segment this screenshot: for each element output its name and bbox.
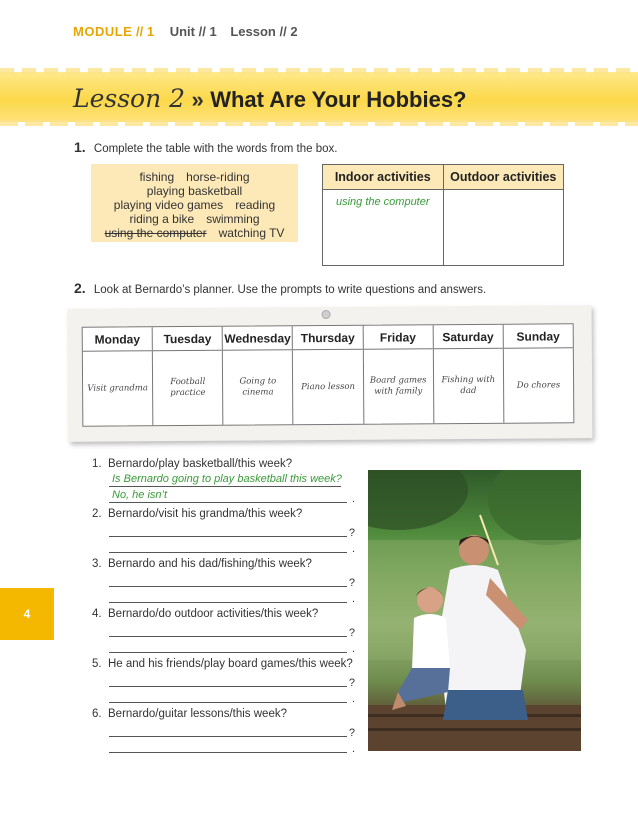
planner-column bbox=[83, 327, 153, 425]
question-mark: ? bbox=[348, 627, 355, 639]
task-2-text: Look at Bernardo’s planner. Use the prompts to write questions and answers. bbox=[93, 284, 487, 296]
planner-day: Saturday bbox=[433, 325, 502, 349]
question-text: Bernardo/play basketball/this week? bbox=[108, 458, 293, 470]
planner-activity: Football practice bbox=[170, 376, 206, 399]
photo-illustration bbox=[368, 470, 581, 751]
question-text: Bernardo/do outdoor activities/this week? bbox=[108, 608, 319, 620]
planner-day: Sunday bbox=[504, 324, 573, 348]
indoor-header: Indoor activities bbox=[334, 170, 431, 184]
outdoor-cell[interactable] bbox=[443, 190, 564, 265]
planner-activity: Board games with family bbox=[369, 375, 427, 397]
father-son-fishing-photo bbox=[368, 470, 581, 751]
planner-activity: Piano lesson bbox=[301, 381, 356, 392]
word-box-item-struck: using the computer bbox=[104, 226, 207, 240]
word-box-item: fishing bbox=[139, 170, 175, 184]
task-1-number: 1. bbox=[74, 139, 86, 155]
question-prompt bbox=[92, 508, 357, 520]
planner-day: Monday bbox=[83, 327, 152, 351]
answer-line-question[interactable] bbox=[109, 722, 355, 739]
answer-text: Is Bernardo going to play basketball this week? bbox=[112, 473, 342, 485]
planner-activity: Do chores bbox=[516, 379, 561, 391]
period-mark: . bbox=[351, 493, 355, 505]
outdoor-header: Outdoor activities bbox=[443, 165, 564, 189]
planner-column bbox=[292, 326, 363, 424]
lesson-number: 2 bbox=[290, 24, 298, 39]
answer-line-question[interactable] bbox=[109, 572, 355, 589]
word-box-line bbox=[91, 198, 298, 212]
word-box-line bbox=[91, 226, 298, 240]
task-2-number: 2. bbox=[74, 280, 86, 296]
question-mark: ? bbox=[348, 727, 355, 739]
question-mark: ? bbox=[348, 577, 355, 589]
answer-line-answer[interactable] bbox=[109, 538, 355, 555]
period-mark: . bbox=[351, 593, 355, 605]
question-text: Bernardo/visit his grandma/this week? bbox=[108, 508, 303, 520]
answer-line-question[interactable] bbox=[109, 672, 355, 689]
task-2-instruction bbox=[74, 280, 486, 296]
activities-table-header bbox=[323, 165, 563, 190]
pin-icon bbox=[322, 310, 331, 319]
planner-table bbox=[82, 323, 575, 426]
question-number: 2. bbox=[92, 508, 102, 520]
answer-line-answer[interactable] bbox=[109, 588, 355, 605]
answer-line-answer[interactable] bbox=[109, 638, 355, 655]
answer-line-question[interactable] bbox=[109, 472, 341, 487]
word-box bbox=[91, 164, 298, 242]
planner-column bbox=[503, 324, 574, 422]
question-number: 6. bbox=[92, 708, 102, 720]
period-mark: . bbox=[351, 643, 355, 655]
unit-number: 1 bbox=[209, 24, 217, 39]
question-prompt bbox=[92, 608, 357, 620]
answer-line-question[interactable] bbox=[109, 522, 355, 539]
page-number-tab: 4 bbox=[0, 588, 54, 640]
module-number: 1 bbox=[146, 24, 155, 39]
word-box-line bbox=[91, 212, 298, 226]
planner-activity: Fishing with dad bbox=[441, 374, 496, 397]
question-mark: ? bbox=[348, 677, 355, 689]
question-text: Bernardo/guitar lessons/this week? bbox=[108, 708, 287, 720]
title-raquo: » bbox=[191, 87, 204, 112]
module-header bbox=[73, 24, 298, 39]
word-box-item: playing basketball bbox=[146, 184, 243, 198]
page-title bbox=[73, 84, 467, 113]
planner-column bbox=[362, 325, 433, 423]
planner-column bbox=[222, 326, 293, 424]
question-prompt bbox=[92, 708, 357, 720]
word-box-item: horse-riding bbox=[186, 170, 250, 184]
question-text: He and his friends/play board games/this week? bbox=[108, 658, 353, 670]
word-box-item: swimming bbox=[206, 212, 260, 226]
question-number: 3. bbox=[92, 558, 102, 570]
word-box-item: watching TV bbox=[218, 226, 285, 240]
word-box-line bbox=[91, 170, 298, 184]
word-box-item: playing video games bbox=[113, 198, 224, 212]
lesson-label: Lesson bbox=[230, 24, 276, 39]
question-prompt bbox=[92, 458, 357, 470]
question-prompt bbox=[92, 658, 357, 670]
period-mark: . bbox=[351, 743, 355, 755]
word-box-item: riding a bike bbox=[129, 212, 195, 226]
lesson-separator: // bbox=[279, 24, 287, 39]
activities-table-body bbox=[323, 190, 563, 265]
period-mark: . bbox=[351, 543, 355, 555]
unit-separator: // bbox=[198, 24, 206, 39]
question-prompt bbox=[92, 558, 357, 570]
answer-line-answer[interactable] bbox=[109, 688, 355, 705]
lesson-main-title: What Are Your Hobbies? bbox=[210, 87, 467, 112]
word-box-item: reading bbox=[235, 198, 276, 212]
answer-line-answer[interactable] bbox=[109, 738, 355, 755]
question-text: Bernardo and his dad/fishing/this week? bbox=[108, 558, 312, 570]
question-number: 4. bbox=[92, 608, 102, 620]
planner-day: Tuesday bbox=[153, 327, 222, 351]
planner-column bbox=[432, 325, 503, 423]
word-box-line bbox=[91, 184, 298, 198]
task-1-text: Complete the table with the words from the box. bbox=[93, 143, 338, 155]
question-number: 5. bbox=[92, 658, 102, 670]
planner-card bbox=[68, 305, 593, 442]
question-number: 1. bbox=[92, 458, 102, 470]
planner-column bbox=[152, 327, 223, 425]
task-1-instruction bbox=[74, 139, 337, 155]
module-separator: // bbox=[135, 24, 144, 39]
question-mark: ? bbox=[348, 527, 355, 539]
answer-line-question[interactable] bbox=[109, 622, 355, 639]
unit-label: Unit bbox=[169, 24, 195, 39]
planner-day: Wednesday bbox=[223, 326, 292, 350]
planner-day: Thursday bbox=[293, 326, 362, 350]
indoor-cell[interactable]: using the computer bbox=[335, 196, 430, 208]
lesson-handwritten-label: Lesson 2 bbox=[73, 84, 186, 113]
period-mark: . bbox=[351, 693, 355, 705]
planner-activity: Going to cinema bbox=[239, 376, 277, 398]
planner-activity: Visit grandma bbox=[87, 382, 148, 394]
answer-line-answer[interactable] bbox=[109, 488, 355, 505]
activities-table bbox=[322, 164, 564, 266]
planner-day: Friday bbox=[363, 325, 432, 349]
module-label: MODULE bbox=[73, 24, 133, 39]
answer-text: No, he isn’t bbox=[112, 489, 168, 501]
